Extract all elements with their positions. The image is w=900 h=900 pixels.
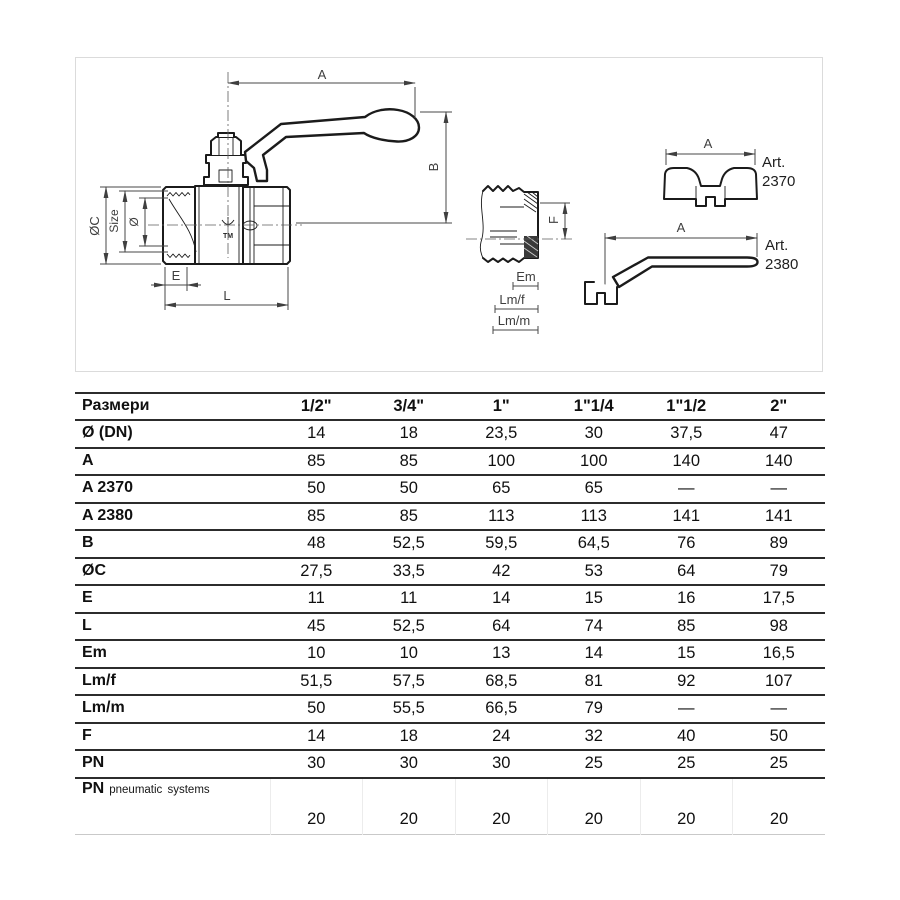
lever-handle-outline: [613, 258, 758, 288]
column-header: 1"1/4: [573, 396, 614, 415]
dimension-a-2370: [666, 136, 755, 165]
dimension-value: 20: [363, 778, 456, 835]
dimension-value: 32: [584, 726, 603, 745]
lever-clamp-end: [585, 282, 617, 304]
dimension-value: 140: [672, 451, 701, 470]
dimension-value: 47: [769, 424, 788, 443]
dimension-value: —: [770, 699, 787, 718]
table-row: [75, 475, 825, 503]
table-row: [75, 420, 825, 448]
column-header: 2": [770, 396, 788, 415]
dimension-value: 20: [455, 778, 548, 835]
dimension-value: 100: [579, 451, 608, 470]
dimension-value: 18: [399, 424, 418, 443]
dimension-value: 74: [584, 616, 603, 635]
break-line: [480, 191, 483, 258]
dimension-value: 51,5: [300, 671, 333, 690]
column-header: 3/4": [393, 396, 425, 415]
row-label: A: [82, 451, 94, 469]
art-2370-label: [762, 154, 795, 190]
dimension-value: 10: [307, 644, 326, 663]
dimension-value: 98: [769, 616, 788, 635]
technical-drawing: [0, 0, 900, 390]
dimension-value: 140: [764, 451, 793, 470]
dimension-value: 14: [307, 726, 326, 745]
dimension-l: [165, 267, 288, 310]
dimension-value: 68,5: [485, 671, 518, 690]
dimension-value: 25: [677, 754, 696, 773]
table-row: [75, 558, 825, 586]
butterfly-handle-view: [664, 136, 795, 206]
dimension-value: 14: [307, 424, 326, 443]
dimension-value: 25: [769, 754, 788, 773]
svg-text:A: A: [317, 67, 327, 82]
dimension-value: 37,5: [670, 424, 703, 443]
dimension-value: 141: [672, 506, 701, 525]
dimension-value: 50: [307, 479, 326, 498]
dimension-value: 50: [769, 726, 788, 745]
svg-text:Ø: Ø: [127, 217, 141, 227]
column-header: 1": [492, 396, 510, 415]
dimension-value: 33,5: [392, 561, 425, 580]
dimension-value: 85: [307, 506, 326, 525]
svg-text:Lm/m: Lm/m: [497, 313, 531, 328]
svg-text:Size: Size: [107, 209, 121, 233]
dimension-value: —: [770, 479, 787, 498]
svg-text:A: A: [703, 136, 713, 151]
svg-text:E: E: [171, 268, 181, 283]
dimension-value: 20: [270, 778, 363, 835]
table-row: [75, 750, 825, 778]
row-label: Em: [82, 644, 107, 662]
dimension-value: —: [678, 699, 695, 718]
dimension-value: 40: [677, 726, 696, 745]
dimension-value: 18: [399, 726, 418, 745]
row-label-note: pneumatic systems: [109, 783, 210, 796]
dimension-value: 141: [764, 506, 793, 525]
dimension-value: 79: [769, 561, 788, 580]
valve-front-view: [87, 67, 452, 310]
dimension-value: 14: [584, 644, 603, 663]
dimension-value: 27,5: [300, 561, 333, 580]
dimension-value: 64: [677, 561, 696, 580]
dimension-value: 30: [307, 754, 326, 773]
dimension-value: 85: [307, 451, 326, 470]
svg-text:Lm/f: Lm/f: [499, 292, 525, 307]
table-title: Размери: [82, 397, 150, 415]
svg-text:F: F: [546, 216, 561, 224]
dimension-em: [513, 269, 538, 290]
art-2380-label: [765, 237, 798, 273]
dimension-value: 57,5: [392, 671, 425, 690]
valve-lever-handle: [245, 109, 419, 181]
threaded-end-view: [466, 186, 572, 334]
table-row: [75, 723, 825, 751]
dimension-value: 85: [677, 616, 696, 635]
dimension-value: 30: [492, 754, 511, 773]
row-label: PN: [82, 754, 105, 772]
dimension-value: 45: [307, 616, 326, 635]
dimension-value: 15: [584, 589, 603, 608]
lever-handle-view: [585, 220, 798, 304]
table-row: [75, 530, 825, 558]
dimension-value: 23,5: [485, 424, 518, 443]
dimension-value: 53: [584, 561, 603, 580]
row-label: ØC: [82, 561, 106, 579]
dimension-bore: [127, 198, 168, 246]
row-label: L: [82, 616, 92, 634]
stem-nut: [211, 133, 241, 155]
row-label: A 2380: [82, 506, 133, 524]
dimension-value: 113: [488, 506, 515, 525]
dimension-value: 81: [584, 671, 603, 690]
dimension-value: 50: [307, 699, 326, 718]
row-label: Ø (DN): [82, 424, 133, 442]
dimension-value: 30: [584, 424, 603, 443]
table-row: [75, 448, 825, 476]
dimension-table: [75, 392, 825, 835]
dimension-value: —: [678, 479, 695, 498]
svg-text:B: B: [426, 162, 441, 172]
dimension-value: 30: [399, 754, 418, 773]
svg-text:Em: Em: [516, 269, 536, 284]
row-label: B: [82, 534, 94, 552]
table-row: [75, 585, 825, 613]
table-row: [75, 778, 825, 835]
dimension-value: 25: [584, 754, 603, 773]
dimension-value: 100: [487, 451, 516, 470]
dimension-value: 52,5: [392, 616, 425, 635]
dimension-value: 48: [307, 534, 326, 553]
svg-text:L: L: [223, 288, 231, 303]
dimension-value: 65: [584, 479, 603, 498]
dimension-value: 11: [400, 589, 418, 608]
dimension-f: [540, 203, 570, 239]
dimension-value: 76: [677, 534, 696, 553]
dimension-value: 79: [584, 699, 603, 718]
row-label: Lm/f: [82, 671, 116, 689]
svg-text:2380: 2380: [765, 256, 799, 273]
dimension-value: 14: [492, 589, 511, 608]
row-label: A 2370: [82, 479, 133, 497]
dimension-value: 52,5: [392, 534, 425, 553]
table-row: [75, 668, 825, 696]
table-row: [75, 695, 825, 723]
dimension-value: 55,5: [392, 699, 425, 718]
dimension-value: 15: [677, 644, 696, 663]
dimension-value: 16,5: [762, 644, 795, 663]
dimension-value: 66,5: [485, 699, 518, 718]
dimension-value: 59,5: [485, 534, 518, 553]
dimension-value: 89: [769, 534, 788, 553]
dimension-value: 17,5: [762, 589, 795, 608]
column-header: 1/2": [300, 396, 332, 415]
dimension-value: 24: [492, 726, 511, 745]
dimension-value: 92: [677, 671, 696, 690]
dimension-value: 50: [399, 479, 418, 498]
dimension-value: 42: [492, 561, 511, 580]
column-header: 1"1/2: [666, 396, 707, 415]
table-header-row: [75, 393, 825, 420]
dimension-value: 64,5: [577, 534, 610, 553]
svg-text:2370: 2370: [762, 173, 796, 190]
table-row: [75, 640, 825, 668]
dimension-lmf: [495, 292, 538, 313]
butterfly-handle-outline: [664, 168, 757, 206]
svg-text:TM: TM: [222, 233, 234, 240]
svg-text:ØC: ØC: [87, 216, 102, 236]
dimension-value: 65: [492, 479, 511, 498]
dimension-value: 20: [733, 778, 826, 835]
dimension-value: 64: [492, 616, 511, 635]
dimension-value: 113: [580, 506, 607, 525]
dimension-value: 85: [399, 451, 418, 470]
table-row: [75, 613, 825, 641]
svg-text:Art.: Art.: [762, 154, 786, 171]
row-label: Lm/m: [82, 699, 125, 717]
dimension-value: 107: [764, 671, 793, 690]
dimension-table-body: [75, 420, 825, 835]
svg-text:Art.: Art.: [765, 237, 789, 254]
dimension-lmm: [493, 313, 538, 334]
dimension-value: 13: [492, 644, 511, 663]
svg-text:A: A: [676, 220, 686, 235]
dimension-value: 20: [548, 778, 641, 835]
table-row: [75, 503, 825, 531]
dimension-value: 20: [640, 778, 733, 835]
dimension-value: 16: [677, 589, 696, 608]
row-label: E: [82, 589, 93, 607]
dimension-e: [151, 267, 201, 310]
dimension-value: 10: [399, 644, 418, 663]
row-label: PN pneumatic systems: [82, 779, 210, 797]
dimension-value: 11: [307, 589, 325, 608]
dimension-value: 85: [399, 506, 418, 525]
row-label: F: [82, 726, 92, 744]
